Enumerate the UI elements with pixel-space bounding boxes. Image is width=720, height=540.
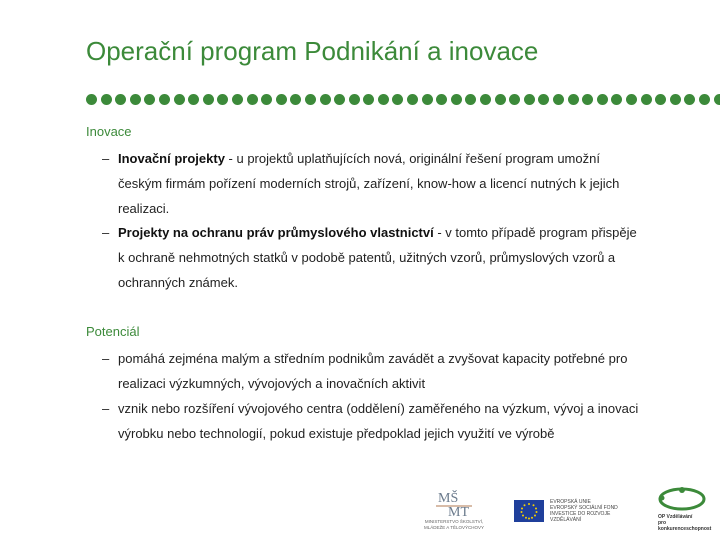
- item-text: realizaci výzkumných, vývojových a inovačních aktivit: [118, 376, 426, 391]
- eu-logo: [514, 496, 644, 526]
- item-text: ochranných známek.: [118, 275, 238, 290]
- msmt-logo: [418, 486, 490, 534]
- section-heading-potencial: Potenciál: [86, 324, 140, 339]
- item-text: českým firmám pořízení moderních strojů, zařízení, know-how a licencí nutných k jejich: [118, 176, 620, 191]
- item-text: k ochraně nehmotných statků v podobě patentů, užitných vzorů, průmyslových vzorů a: [118, 250, 616, 265]
- item-text: realizaci.: [118, 201, 170, 216]
- svg-text:MŠ: MŠ: [438, 491, 459, 506]
- item-text: - v tomto případě program přispěje: [433, 225, 637, 240]
- dotted-divider: [86, 94, 720, 108]
- item-text: výrobku nebo technologií, pokud existuje předpoklad jejich využití ve výrobě: [118, 426, 555, 441]
- slide-title: Operační program Podnikání a inovace: [86, 36, 539, 66]
- list-item: – vznik nebo rozšíření vývojového centra (oddělení) zaměřeného na výzkum, vývoj a inovaci výrobku nebo technologií, pokud existuje předpoklad jejich využití ve výrobě: [102, 396, 692, 446]
- eu-flag-icon: [514, 500, 544, 522]
- eu-text: EVROPSKÝ SOCIÁLNÍ FOND: [550, 505, 618, 511]
- item-bold-label: Projekty na ochranu práv průmyslového vlastnictví: [118, 225, 434, 240]
- list-item: – Inovační projekty - u projektů uplatňujících nová, originální řešení program umožní českým firmám pořízení moderních strojů, zařízení, know-how a licencí nutných k jejich realizaci.: [102, 146, 692, 221]
- op-vk-logo: [652, 484, 712, 536]
- item-text: vznik nebo rozšíření vývojového centra (oddělení) zaměřeného na výzkum, vývoj a inovaci: [118, 401, 639, 416]
- svg-text:MT: MT: [448, 505, 469, 520]
- op-text: pro konkurenceschopnost: [658, 520, 712, 532]
- msmt-text: MINISTERSTVO ŠKOLSTVÍ,: [424, 519, 484, 524]
- eu-text: INVESTICE DO ROZVOJE VZDĚLÁVÁNÍ: [550, 511, 611, 523]
- op-text: OP Vzdělávání: [658, 514, 693, 520]
- item-text: pomáhá zejména malým a středním podnikům zavádět a zvyšovat kapacity potřebné pro: [118, 351, 628, 366]
- eu-text: EVROPSKÁ UNIE: [550, 499, 591, 505]
- list-item: – Projekty na ochranu práv průmyslového vlastnictví - v tomto případě program přispěje k ochraně nehmotných statků v podobě patentů, užitných vzorů, průmyslových vzorů a ochranných známek.: [102, 220, 692, 295]
- msmt-text: MLÁDEŽE A TĚLOVÝCHOVY: [424, 524, 484, 530]
- list-item: – pomáhá zejména malým a středním podnikům zavádět a zvyšovat kapacity potřebné pro realizaci výzkumných, vývojových a inovačních aktivit: [102, 346, 692, 396]
- footer-logos: [0, 482, 720, 540]
- item-text: - u projektů uplatňujících nová, originální řešení program umožní: [224, 151, 600, 166]
- item-bold-label: Inovační projekty: [118, 151, 225, 166]
- section-heading-inovace: Inovace: [86, 124, 132, 139]
